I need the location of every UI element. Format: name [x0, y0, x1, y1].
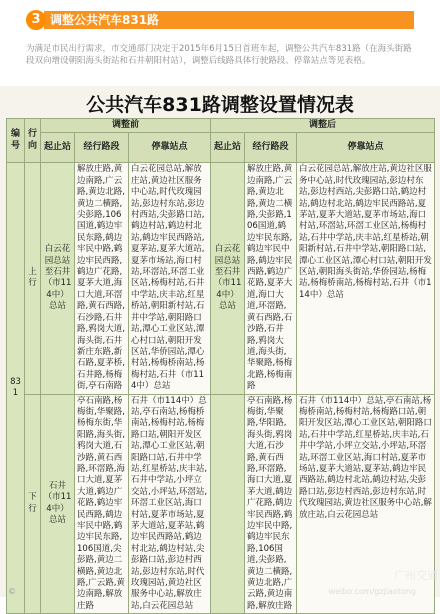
- down-after-route-cell: 亭石南路,杨梅街,华聚路,华阳路,海头街,鸦岗大道,石沙路,黄石西路,环滘路,海口大道,夏茅大道,鹤边广花路,鹤边牢民西路,鹤边牢民中路,鹤边牢民东路,106国道,尖彭路,黄边二横路,黄边北路,广云路,黄边南路,解放庄路: [245, 394, 297, 614]
- section-banner: [0, 0, 440, 40]
- down-after-stops-cell: 石井（市114中）总站,亭石南站,杨梅桥南站,杨梅村站,杨梅路口站,朝阳开发区站,潭心工业区站,朝阳路口站,石井中学站,红星桥站,庆丰站,石井中学站,小坪立交站,小坪站,环滘站,环滘工业区站,海口村站,夏茅市场站,夏茅大道站,夏茅站,鹤边牢民西路站,鹤边村北站,鹤边村站,尖彭路口站,彭边村西站,彭边村东站,时代玫瑰园站,黄边社区服务中心站,解放庄站,白云花园总站: [297, 394, 435, 614]
- intro-paragraph: 为满足市民出行需求，市交通部门决定于2015年6月15日首班车起，调整公共汽车831路（在海头街路段双向增设朝阳海头街站和石井朝阳村站），调整后线路具体行驶路段、停靠站点等见表格。: [26, 44, 412, 66]
- up-before-stops-cell: 白云花园总站,解放庄站,黄边社区服务中心站,时代玫瑰园站,彭边村东站,彭边村西站,尖彭路口站,鹤边村站,鹤边村北站,鹤边牢民西路站,夏茅站,夏茅大道站,夏茅市场站,海口村站,环滘站,环滘工业区站,杨梅村站,石井中学站,庆丰站,红星桥站,朝阳新村站,石井中学站,朝阳路口站,潭心工业区站,潭心村口站,朝阳开发区站,华侨园站,潭心村站,杨梅桥南站,杨梅村站,石井（市114中）总站: [129, 163, 211, 394]
- header-before-stops: 停靠站点: [129, 133, 211, 163]
- header-number: 编号: [7, 119, 25, 163]
- table-row-up: [7, 163, 435, 394]
- direction-up-cell: 上行: [25, 163, 41, 394]
- down-after-start-cell: [211, 394, 245, 614]
- header-after-route: 经行路段: [245, 133, 297, 163]
- direction-down-cell: 下行: [25, 394, 41, 614]
- weibo-credit: weibo.com/gzjiaotong: [328, 587, 416, 596]
- table-title: 公共汽车831路调整设置情况表: [86, 94, 354, 116]
- up-before-start-cell: 白云花园总站至石井（市114中）总站: [41, 163, 75, 394]
- route-number-cell: 831: [7, 163, 25, 614]
- header-after-start: 起止站: [211, 133, 245, 163]
- down-before-start-cell: 石井（市114中）总站: [41, 394, 75, 614]
- up-before-route-cell: 解放庄路,黄边南路,广云路,黄边北路,黄边二横路,尖彭路,106国道,鹤边牢民东路,鹤边牢民中路,鹤边牢民西路,鹤边广花路,夏茅大道,海口大道,环滘路,黄石西路,石沙路,石井路,鸦岗大道,海头街,石井新庄东路,新石路,夏茅桥,石井路,杨梅街,亭石南路: [75, 163, 129, 394]
- header-after: 调整后: [211, 119, 435, 133]
- table-sheet: [0, 86, 440, 611]
- watermark-text: 广州交通: [394, 569, 438, 582]
- header-before: 调整前: [41, 119, 211, 133]
- copyright-mark: ©: [8, 587, 16, 596]
- header-after-stops: 停靠站点: [297, 133, 435, 163]
- section-number-badge: 3: [26, 10, 46, 30]
- down-before-stops-cell: 石井（市114中）总站,亭石南站,杨梅桥南站,杨梅村站,杨梅路口站,朝阳开发区站,潭心工业区站,朝阳路口站,石井中学站,红星桥站,庆丰站,石井中学站,小坪立交站,小坪站,环滘站,环滘工业区站,海口村站,夏茅市场站,夏茅大道站,夏茅站,鹤边牢民西路站,鹤边村北站,鹤边村站,尖彭路口站,彭边村西站,彭边村东站,时代玫瑰园站,黄边社区服务中心站,解放庄站,白云花园总站: [129, 394, 211, 614]
- route-adjustment-table: [6, 118, 435, 614]
- up-after-stops-cell: 白云花园总站,解放庄站,黄边社区服务中心站,时代玫瑰园站,彭边村东站,彭边村西站,尖彭路口站,鹤边村站,鹤边村北站,鹤边牢民西路站,夏茅站,夏茅大道站,夏茅市场站,海口村站,环滘站,环滘工业区站,杨梅村站,石井中学站,庆丰站,红星桥站,朝阳新村站,石井中学站,朝阳路口站,潭心工业区站,潭心村口站,朝阳开发区站,朝阳海头街站,华侨园站,杨梅站,杨梅桥南站,杨梅村站,石井（市114中）总站: [297, 163, 435, 394]
- header-before-start: 起止站: [41, 133, 75, 163]
- header-direction: 行向: [25, 119, 41, 163]
- up-after-start-cell: 白云花园总站至石井（市114中）总站: [211, 163, 245, 394]
- header-before-route: 经行路段: [75, 133, 129, 163]
- table-row-down: [7, 394, 435, 614]
- up-after-route-cell: 解放庄路,黄边南路,广云路,黄边北路,黄边二横路,尖彭路,106国道,鹤边牢民东路,鹤边牢民中路,鹤边牢民西路,鹤边广花路,夏茅大道,海口大道,环滘路,黄石西路,石沙路,石井路,鸦岗大道,海头街,华聚路,杨梅北路,杨梅南路: [245, 163, 297, 394]
- down-before-route-cell: 亭石南路,杨梅街,华聚路,杨梅东街,华阳路,海头街,鸦岗大道,石沙路,黄石西路,环滘路,海口大道,夏茅大道,鹤边广花路,鹤边牢民西路,鹤边牢民中路,鹤边牢民东路,106国道,尖彭路,黄边二横路,黄边北路,广云路,黄边南路,解放庄路: [75, 394, 129, 614]
- banner-title: 调整公共汽车831路: [50, 13, 160, 27]
